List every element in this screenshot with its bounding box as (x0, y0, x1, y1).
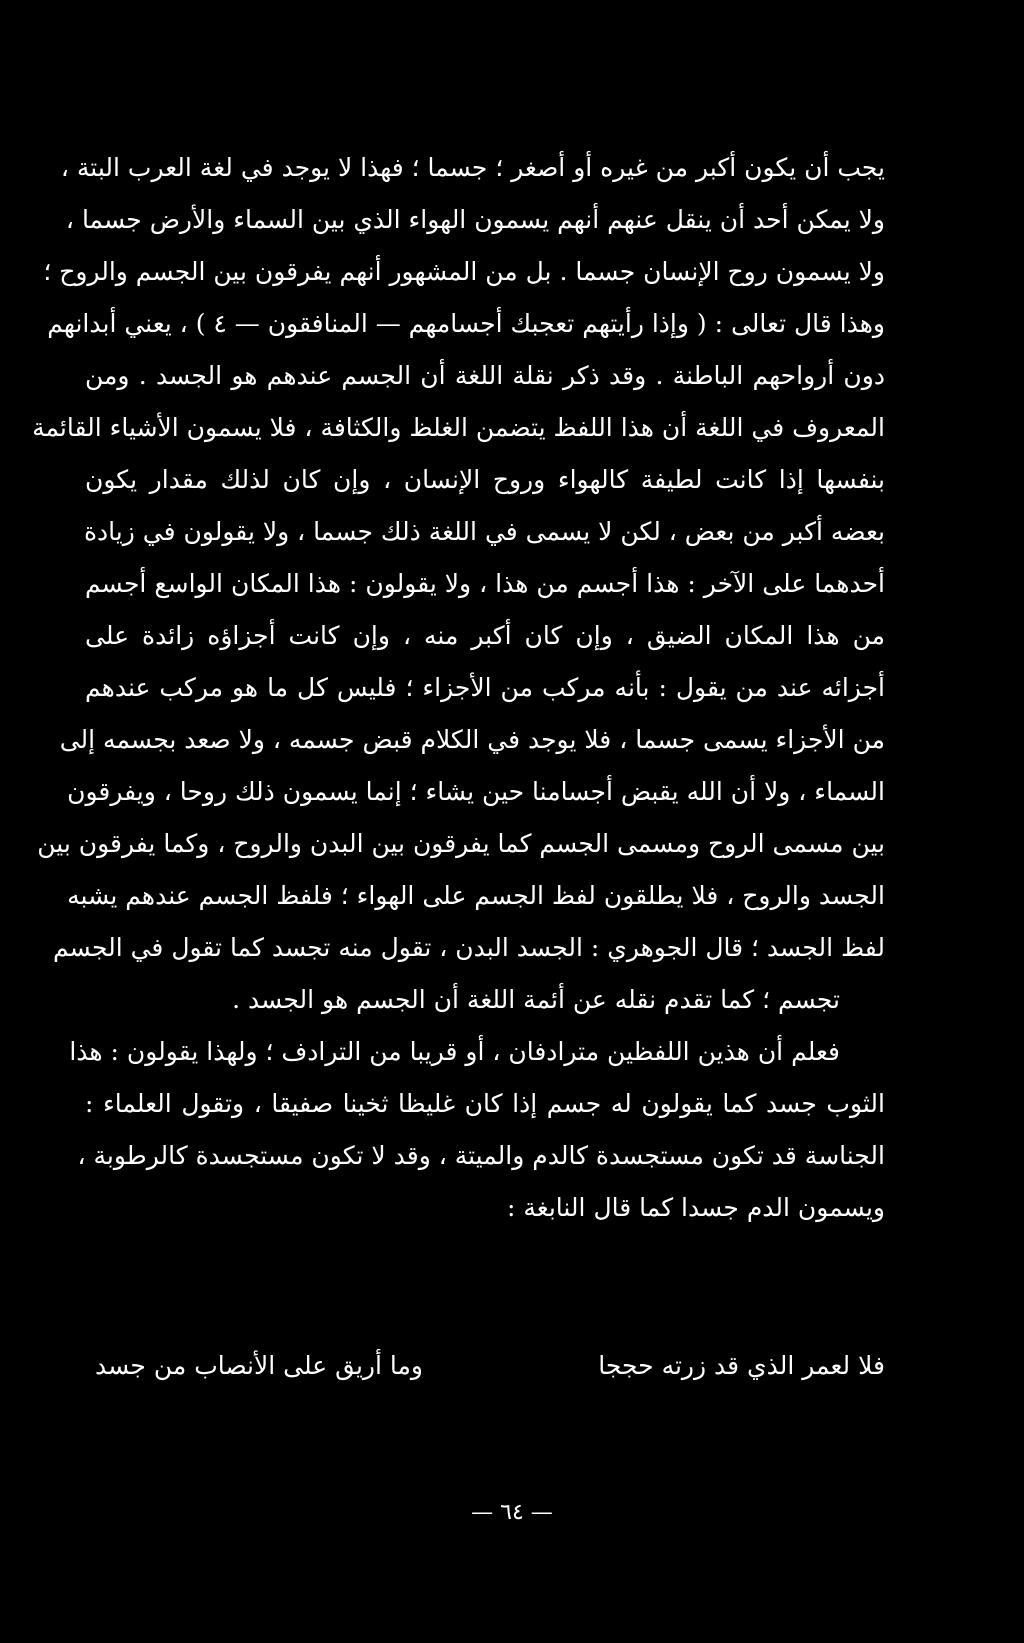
page-number: — ٦٤ — (471, 1500, 553, 1525)
text-line: السماء ، ولا أن الله يقبض أجسامنا حين يشاء ؛ إنما يسمون ذلك روحا ، ويفرقون (67, 777, 885, 806)
text-line: من الأجزاء يسمى جسما ، فلا يوجد في الكلام قبض جسمه ، ولا صعد بجسمه إلى (59, 725, 885, 754)
verse-second-hemistich: وما أريق على الأنصاب من جسد (95, 1351, 423, 1380)
text-line: بنفسها إذا كانت لطيفة كالهواء وروح الإنسان ، وإن كان لذلك مقدار يكون (85, 465, 885, 494)
text-line: الجناسة قد تكون مستجسدة كالدم والميتة ، وقد لا تكون مستجسدة كالرطوبة ، (77, 1141, 885, 1170)
text-line: يجب أن يكون أكبر من غيره أو أصغر ؛ جسما ؛ فهذا لا يوجد في لغة العرب البتة ، (60, 153, 885, 182)
verse-first-hemistich: فلا لعمر الذي قد زرته حججا (598, 1351, 885, 1380)
text-line: الثوب جسد كما يقولون له جسم إذا كان غليظا ثخينا صفيقا ، وتقول العلماء : (85, 1089, 885, 1118)
text-line: تجسم ؛ كما تقدم نقله عن أئمة اللغة أن الجسم هو الجسد . (232, 985, 840, 1014)
poetry-verse (95, 1340, 885, 1392)
text-line: دون أرواحهم الباطنة . وقد ذكر نقلة اللغة أن الجسم عندهم هو الجسد . ومن (85, 361, 885, 390)
text-line: بعضه أكبر من بعض ، لكن لا يسمى في اللغة ذلك جسما ، ولا يقولون في زيادة (83, 517, 885, 546)
text-line: ولا يسمون روح الإنسان جسما . بل من المشهور أنهم يفرقون بين الجسم والروح ؛ (43, 257, 885, 286)
text-line: فعلم أن هذين اللفظين مترادفان ، أو قريبا من الترادف ؛ ولهذا يقولون : هذا (69, 1037, 840, 1066)
main-paragraph (32, 142, 885, 1234)
text-line: الجسد والروح ، فلا يطلقون لفظ الجسم على الهواء ؛ فلفظ الجسم عندهم يشبه (67, 881, 885, 910)
text-line: وهذا قال تعالى : ( وإذا رأيتهم تعجبك أجسامهم — المنافقون — ٤ ) ، يعني أبدانهم (47, 309, 885, 338)
text-line: ويسمون الدم جسدا كما قال النابغة : (506, 1193, 885, 1222)
text-line: من هذا المكان الضيق ، وإن كان أكبر منه ، وإن كانت أجزاؤه زائدة على (85, 621, 885, 650)
text-line: المعروف في اللغة أن هذا اللفظ يتضمن الغلظ والكثافة ، فلا يسمون الأشياء القائمة (32, 413, 885, 442)
text-line: أجزائه عند من يقول : بأنه مركب من الأجزاء ؛ فليس كل ما هو مركب عندهم (85, 673, 885, 702)
text-line: أحدهما على الآخر : هذا أجسم من هذا ، ولا يقولون : هذا المكان الواسع أجسم (85, 569, 885, 598)
text-line: ولا يمكن أحد أن ينقل عنهم أنهم يسمون الهواء الذي بين السماء والأرض جسما ، (65, 205, 885, 234)
text-line: بين مسمى الروح ومسمى الجسم كما يفرقون بين البدن والروح ، وكما يفرقون بين (37, 829, 885, 858)
text-line: لفظ الجسد ؛ قال الجوهري : الجسد البدن ، تقول منه تجسد كما تقول في الجسم (53, 933, 885, 962)
